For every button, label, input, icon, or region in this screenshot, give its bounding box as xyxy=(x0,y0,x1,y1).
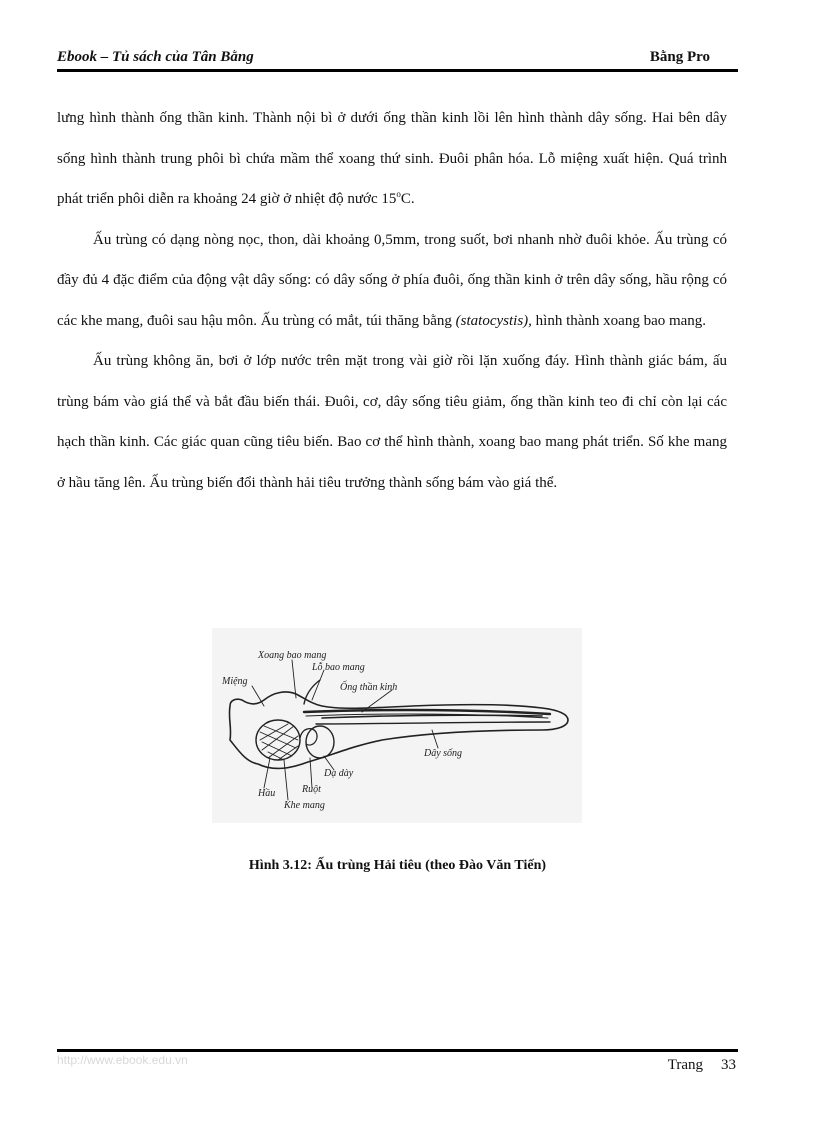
page-header xyxy=(57,49,738,69)
intestine xyxy=(300,729,317,745)
larva-body-outline xyxy=(229,692,568,768)
header-title: Ebook – Tủ sách của Tân Bằng xyxy=(57,49,254,65)
degree-superscript: o xyxy=(396,189,401,199)
label-nerve-tube: Ống thần kinh xyxy=(340,682,398,693)
label-notochord: Dây sống xyxy=(424,748,463,759)
label-atrial-pore: Lỗ bao mang xyxy=(312,662,365,673)
statocystis-term: (statocystis), xyxy=(455,312,532,329)
body-text xyxy=(57,98,727,503)
label-mouth: Miệng xyxy=(222,676,248,687)
paragraph-2: Ấu trùng có dạng nòng nọc, thon, dài khoảng 0,5mm, trong suốt, bơi nhanh nhờ đuôi khỏe. Ấu trùng có đầy đủ 4 đặc điểm của động vật dây sống: có dây sống ở phía đuôi, ống thần kinh ở trên dây sống, hầu rộng có các khe mang, đuôi sau hậu môn. Ấu trùng có mắt, túi thăng bằng (statocystis), hình thành xoang bao mang. xyxy=(57,231,727,329)
label-atrial-cavity: Xoang bao mang xyxy=(258,650,327,661)
label-gill-slits: Khe mang xyxy=(284,800,325,811)
paragraph-3: Ấu trùng không ăn, bơi ở lớp nước trên mặt trong vài giờ rồi lặn xuống đáy. Hình thành giác bám, ấu trùng bám vào giá thể và bắt đầu biến thái. Đuôi, cơ, dây sống tiêu giảm, ống thần kinh teo đi chỉ còn lại các hạch thần kinh. Các giác quan cũng tiêu biến. Bao cơ thể hình thành, xoang bao mang phát triển. Số khe mang ở hầu tăng lên. Ấu trùng biến đổi thành hải tiêu trưởng thành sống bám vào giá thể. xyxy=(57,353,727,491)
header-author: Bằng Pro xyxy=(649,49,710,65)
nerve-tube xyxy=(304,710,550,714)
header-divider xyxy=(57,69,738,72)
page-number-value: 33 xyxy=(721,1057,736,1073)
paragraph-1: lưng hình thành ống thần kinh. Thành nội bì ở dưới ống thần kinh lồi lên hình thành dây sống. Hai bên dây sống hình thành trung phôi bì chứa mầm thể xoang thứ sinh. Đuôi phân hóa. Lỗ miệng xuất hiện. Quá trình phát triển phôi diễn ra khoảng 24 giờ ở nhiệt độ nước 15$^o$C. xyxy=(57,110,727,207)
label-intestine: Ruột xyxy=(302,784,321,795)
label-stomach: Dạ dày xyxy=(324,768,354,779)
stomach xyxy=(306,726,334,758)
notochord xyxy=(316,722,550,724)
footer-divider xyxy=(57,1049,738,1052)
larva-figure xyxy=(212,628,582,823)
page-label: Trang xyxy=(667,1057,703,1073)
label-pharynx: Hầu xyxy=(258,788,276,799)
page-number xyxy=(668,1057,736,1074)
figure-caption: Hình 3.12: Ấu trùng Hải tiêu (theo Đào Văn Tiến) xyxy=(248,858,547,873)
footer-url: http://www.ebook.edu.vn xyxy=(57,1053,188,1067)
